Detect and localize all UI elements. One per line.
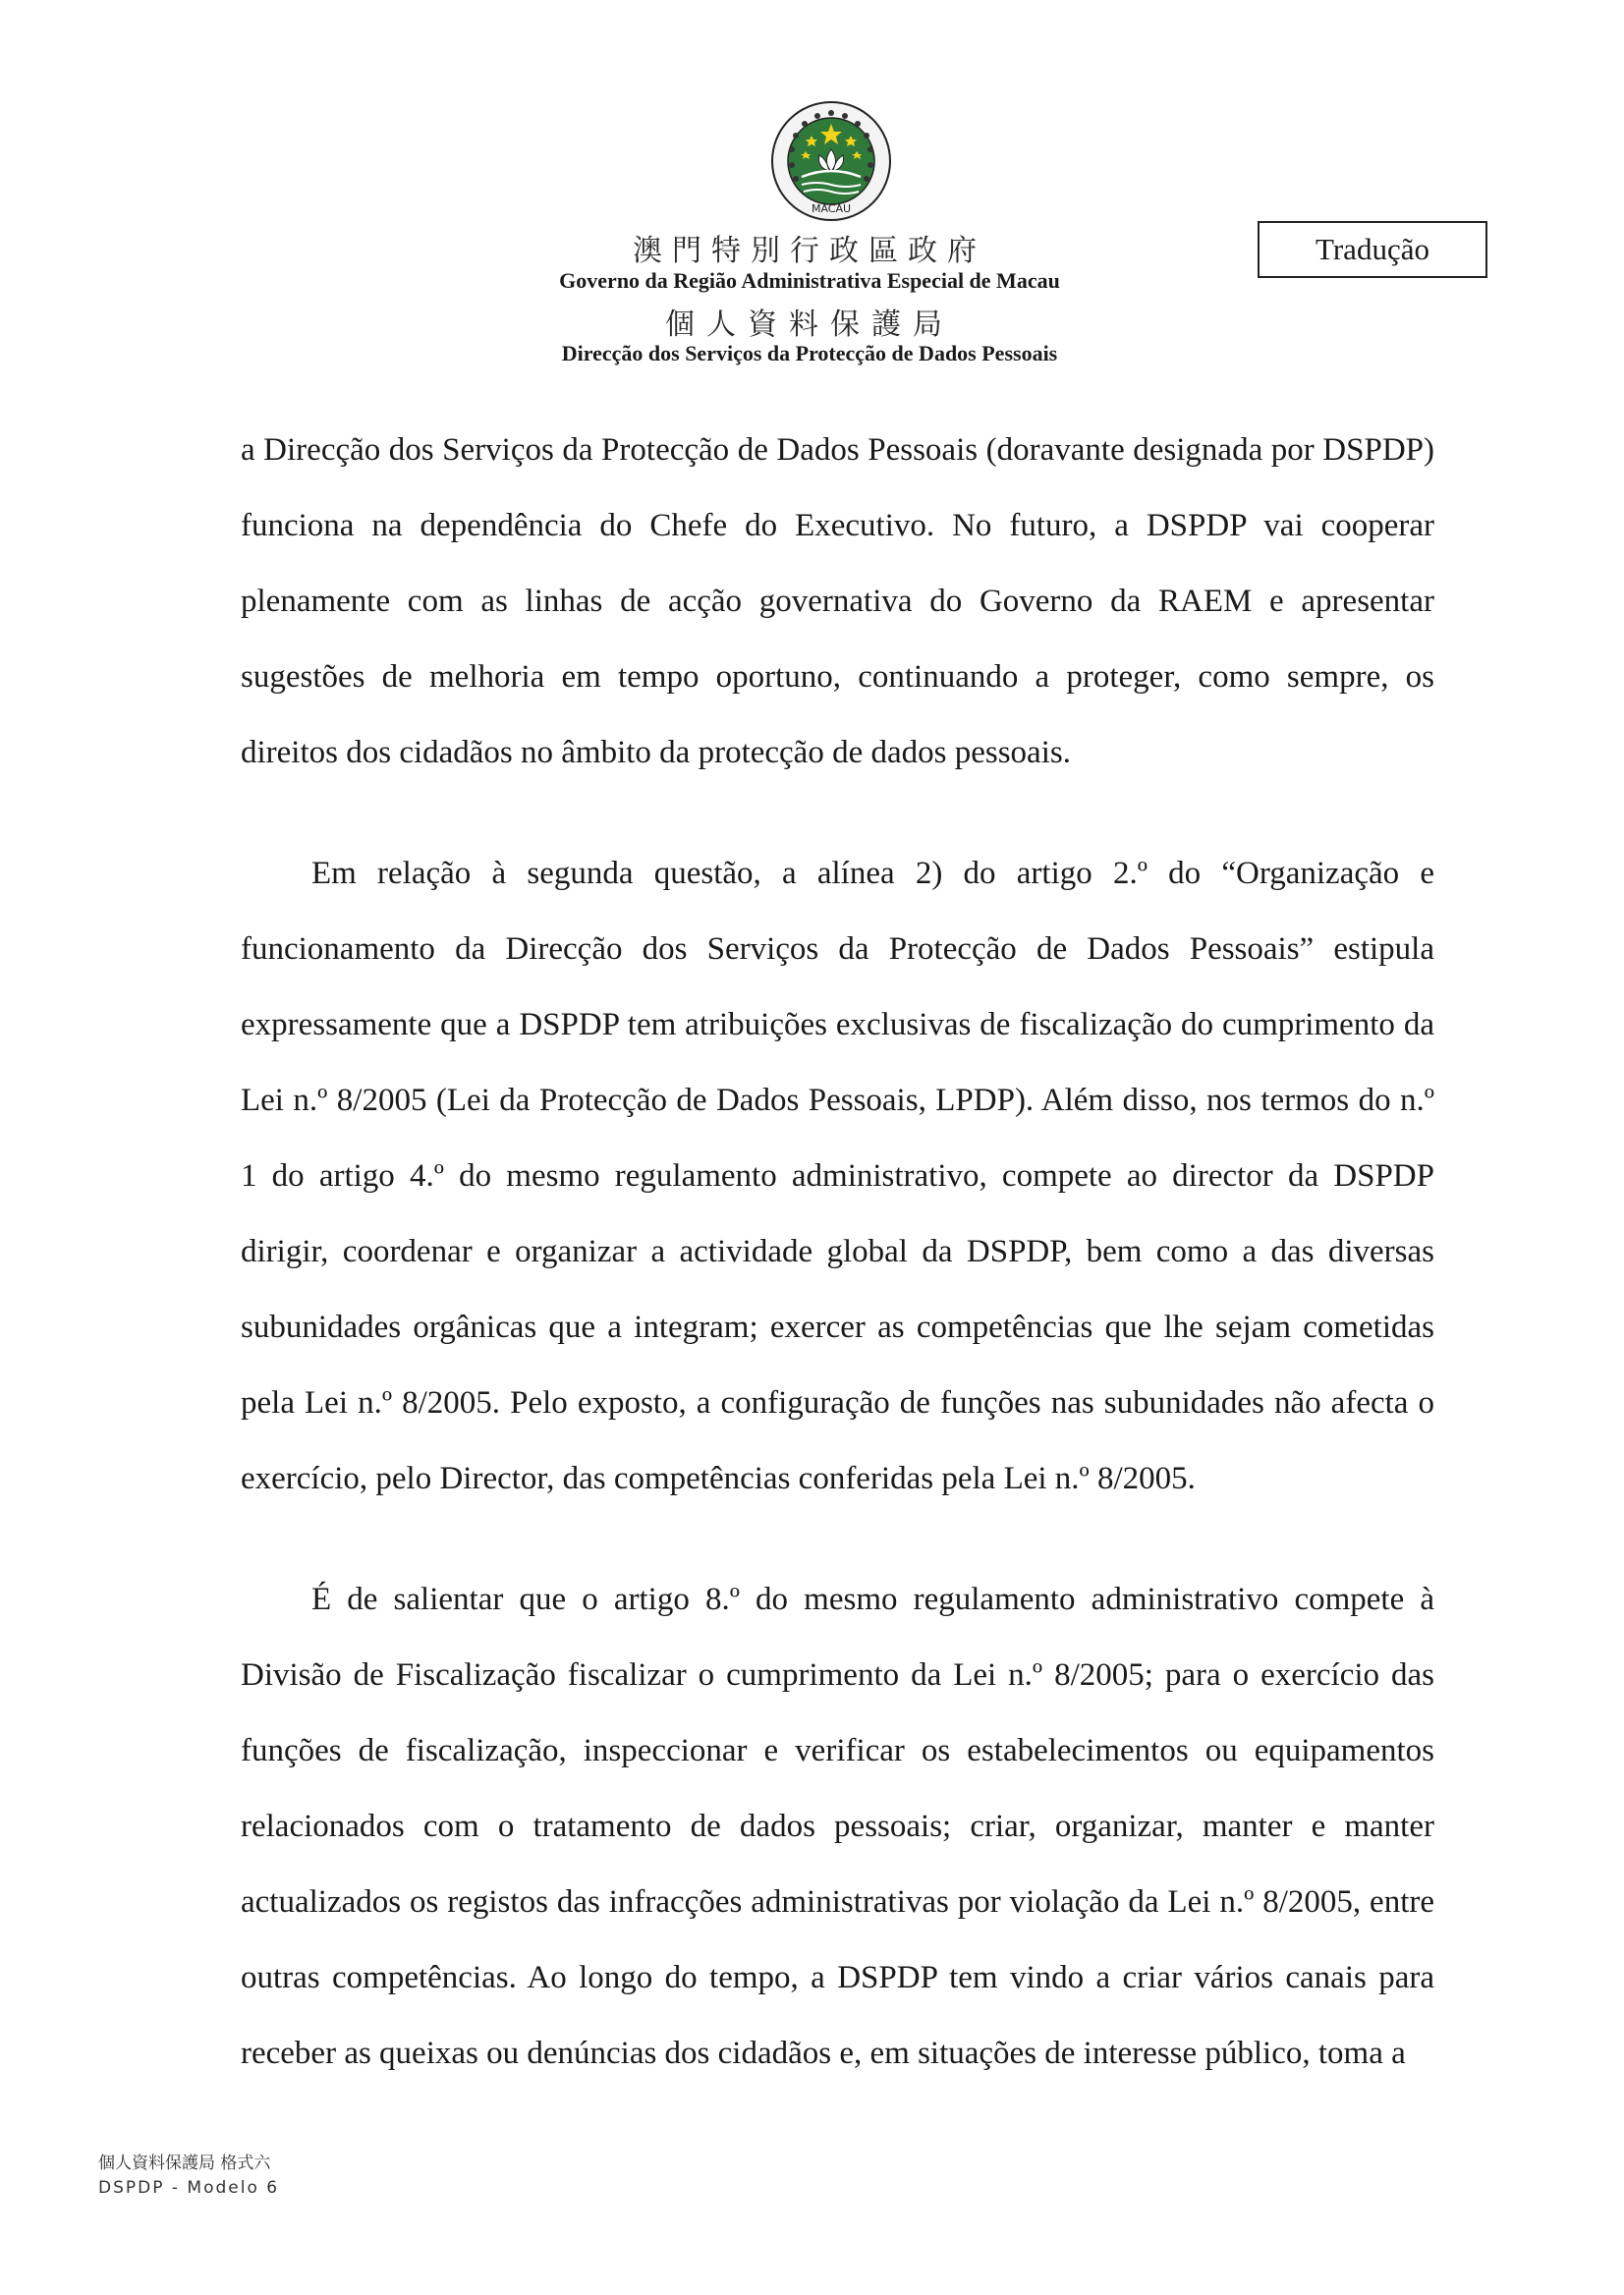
office-name-portuguese: Direcção dos Serviços da Protecção de Dados Pessoais <box>561 341 1058 365</box>
translation-stamp: Tradução <box>1258 221 1487 278</box>
macau-emblem-icon <box>770 100 892 222</box>
paragraph: Em relação à segunda questão, a alínea 2) do artigo 2.º do “Organização e funcionamento da Direcção dos Serviços da Protecção de Dados Pessoais” estipula expressamente que a DSPDP tem atribuições exclusivas de fiscalização do cumprimento da Lei n.º 8/2005 (Lei da Protecção de Dados Pessoais, LPDP). Além disso, nos termos do n.º 1 do artigo 4.º do mesmo regulamento administrativo, compete ao director da DSPDP dirigir, coordenar e organizar a actividade global da DSPDP, bem como a das diversas subunidades orgânicas que a integram; exercer as competências que lhe sejam cometidas pela Lei n.º 8/2005. Pelo exposto, a configuração de funções nas subunidades não afecta o exercício, pelo Director, das competências conferidas pela Lei n.º 8/2005. <box>241 856 1434 1496</box>
footer-form-code: DSPDP - Modelo 6 <box>98 2178 280 2198</box>
government-name-portuguese: Governo da Região Administrativa Especial de Macau <box>559 268 1060 293</box>
paragraph: a Direcção dos Serviços da Protecção de Dados Pessoais (doravante designada por DSPDP) funciona na dependência do Chefe do Executivo. No futuro, a DSPDP vai cooperar plenamente com as linhas de acção governativa do Governo da RAEM e apresentar sugestões de melhoria em tempo oportuno, continuando a proteger, como sempre, os direitos dos cidadãos no âmbito da protecção de dados pessoais. <box>241 432 1434 770</box>
government-name-chinese: 澳門特別行政區政府 <box>633 234 986 268</box>
document-body <box>241 413 1434 2092</box>
paragraph: É de salientar que o artigo 8.º do mesmo regulamento administrativo compete à Divisão de Fiscalização fiscalizar o cumprimento da Lei n.º 8/2005; para o exercício das funções de fiscalização, inspeccionar e verificar os estabelecimentos ou equipamentos relacionados com o tratamento de dados pessoais; criar, organizar, manter e manter actualizados os registos das infracções administrativas por violação da Lei n.º 8/2005, entre outras competências. Ao longo do tempo, a DSPDP tem vindo a criar vários canais para receber as queixas ou denúncias dos cidadãos e, em situações de interesse público, toma a <box>241 1582 1434 2071</box>
svg-text:MACAU: MACAU <box>811 202 852 215</box>
form-footer <box>98 2152 279 2201</box>
footer-form-code-chinese: 個人資料保護局 格式六 <box>98 2154 271 2173</box>
office-name-chinese: 個人資料保護局 <box>665 308 954 342</box>
